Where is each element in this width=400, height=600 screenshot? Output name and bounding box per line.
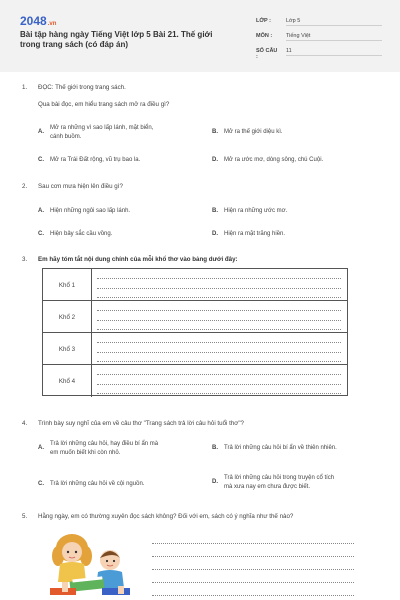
answer-line[interactable] — [97, 278, 341, 279]
option-text-line2: cánh buồm. — [50, 134, 82, 140]
question-1-text: ĐỌC: Thế giới trong trang sách. — [38, 84, 126, 91]
table-row-label: Khổ 3 — [43, 333, 92, 365]
answer-line[interactable] — [97, 393, 341, 394]
meta-label: MÔN : — [256, 33, 273, 39]
option-text: Hiện những ngôi sao lấp lánh. — [50, 208, 131, 214]
option-text: Mở ra ước mơ, dòng sông, chú Cuội. — [224, 157, 324, 163]
worksheet-title: Bài tập hàng ngày Tiếng Việt lớp 5 Bài 21. Thế giới trong trang sách (có đáp án) — [20, 30, 213, 49]
q1-option-d[interactable] — [212, 156, 382, 166]
option-text: Hiện ra mặt trăng hiền. — [224, 231, 286, 237]
q4-option-d[interactable] — [212, 474, 387, 492]
option-letter: A. — [38, 445, 44, 451]
option-text: Trả lời những câu hỏi bí ẩn về thiên nhiên. — [224, 445, 337, 451]
option-text: Hiện bảy sắc cầu vồng. — [50, 231, 113, 237]
answer-line[interactable] — [97, 329, 341, 330]
question-3-text: Em hãy tóm tắt nội dung chính của mỗi khổ thơ vào bảng dưới đây: — [38, 256, 238, 263]
question-1-prompt: Qua bài đọc, em hiểu trang sách mở ra điều gì? — [38, 101, 170, 108]
question-3-number: 3. — [22, 256, 28, 263]
q1-option-a[interactable] — [38, 124, 203, 142]
option-text: Mở ra thế giới diệu kì. — [224, 129, 283, 135]
option-letter: C. — [38, 231, 44, 237]
answer-line[interactable] — [97, 288, 341, 289]
table-row-label: Khổ 4 — [43, 365, 92, 397]
question-4-number: 4. — [22, 420, 28, 427]
q2-option-b[interactable] — [212, 207, 377, 217]
option-letter: A. — [38, 208, 44, 214]
option-letter: D. — [212, 231, 218, 237]
answer-line[interactable] — [97, 320, 341, 321]
option-text: Hiện ra những ước mơ. — [224, 208, 288, 214]
table-row — [43, 269, 347, 301]
option-letter: B. — [212, 129, 218, 135]
answer-line[interactable] — [97, 297, 341, 298]
question-2-number: 2. — [22, 183, 28, 190]
option-letter: C. — [38, 481, 44, 487]
q2-option-d[interactable] — [212, 230, 377, 240]
option-text: Mở ra những vì sao lấp lánh, mặt biển, — [50, 125, 154, 131]
option-letter: A. — [38, 129, 44, 135]
table-row — [43, 333, 347, 365]
meta-label: LỚP : — [256, 18, 271, 24]
question-1-number: 1. — [22, 84, 28, 91]
q1-option-c[interactable] — [38, 156, 203, 166]
option-text-line2: mà xưa nay em chưa được biết. — [224, 484, 311, 490]
question-4-text: Trình bày suy nghĩ của em về câu thơ "Trang sách trả lời câu hỏi tuổi thơ"? — [38, 420, 244, 427]
q1-option-b[interactable] — [212, 128, 377, 138]
table-row-label: Khổ 2 — [43, 301, 92, 333]
summary-table — [42, 268, 348, 396]
option-letter: B. — [212, 445, 218, 451]
logo-suffix: .vn — [47, 21, 57, 27]
option-text: Trả lời những câu hỏi, hay điều bí ẩn mà — [50, 441, 159, 447]
table-row-label: Khổ 1 — [43, 269, 92, 301]
q4-option-b[interactable] — [212, 444, 387, 454]
option-text-line2: em muốn biết khi còn nhỏ. — [50, 450, 121, 456]
answer-line[interactable] — [152, 543, 354, 544]
meta-value: Lớp 5 — [286, 18, 382, 26]
answer-line[interactable] — [97, 352, 341, 353]
option-letter: D. — [212, 479, 218, 485]
answer-line[interactable] — [152, 582, 354, 583]
logo-text: 2048 — [20, 14, 47, 28]
option-text: Mở ra Trái Đất rộng, vũ trụ bao la. — [50, 157, 141, 163]
answer-line[interactable] — [97, 384, 341, 385]
site-logo[interactable] — [20, 14, 56, 28]
q2-option-c[interactable] — [38, 230, 203, 240]
worksheet-header — [0, 0, 400, 72]
answer-line[interactable] — [152, 595, 354, 596]
q2-option-a[interactable] — [38, 207, 203, 217]
meta-label: SỐ CÂU : — [256, 48, 278, 60]
option-text: Trả lời những câu hỏi trong truyện cổ tích — [224, 475, 335, 481]
meta-value: 11 — [286, 48, 382, 56]
option-letter: D. — [212, 157, 218, 163]
answer-line[interactable] — [152, 569, 354, 570]
table-row — [43, 301, 347, 333]
question-2-text: Sau cơn mưa hiện lên điều gì? — [38, 183, 123, 190]
answer-line[interactable] — [97, 361, 341, 362]
question-5-text: Hằng ngày, em có thường xuyên đọc sách không? Đối với em, sách có ý nghĩa như thế nào? — [38, 513, 294, 520]
meta-value: Tiếng Việt — [286, 33, 382, 41]
q4-option-c[interactable] — [38, 480, 206, 490]
option-text: Trả lời những câu hỏi về cội nguồn. — [50, 481, 145, 487]
table-row — [43, 365, 347, 397]
kids-reading-illustration — [40, 530, 140, 600]
answer-line[interactable] — [152, 556, 354, 557]
answer-line[interactable] — [97, 310, 341, 311]
answer-line[interactable] — [97, 374, 341, 375]
question-5-number: 5. — [22, 513, 28, 520]
answer-line[interactable] — [97, 342, 341, 343]
option-letter: C. — [38, 157, 44, 163]
option-letter: B. — [212, 208, 218, 214]
q4-option-a[interactable] — [38, 440, 206, 458]
